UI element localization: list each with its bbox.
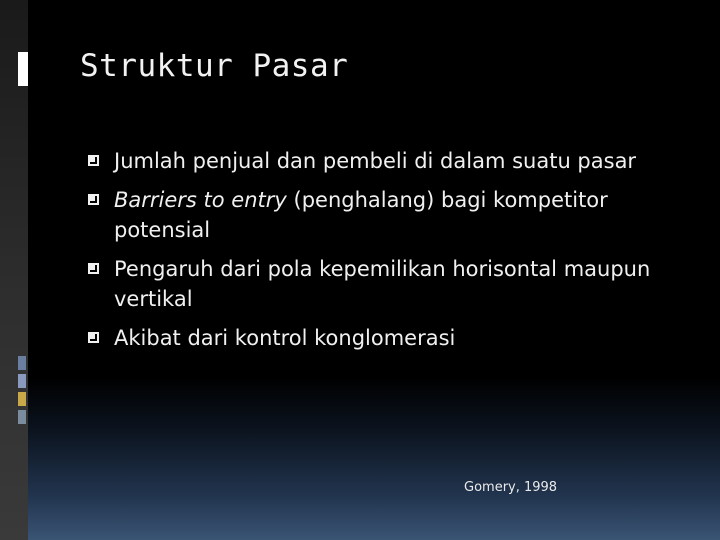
bullet-text: (penghalang) bagi kompetitor potensial — [114, 188, 608, 242]
square-check-bullet-icon — [88, 332, 99, 343]
bullet-text: Akibat dari kontrol konglomerasi — [114, 326, 456, 350]
square-check-bullet-icon — [88, 155, 99, 166]
bullet-item — [86, 254, 686, 314]
accent-stripe — [18, 392, 26, 406]
bullet-item — [86, 185, 686, 245]
accent-stripe — [18, 356, 26, 370]
bullet-italic-text: Barriers to entry — [114, 188, 287, 212]
bullet-list — [86, 146, 686, 362]
square-check-bullet-icon — [88, 194, 99, 205]
title-marker — [18, 52, 28, 86]
accent-stripe — [18, 410, 26, 424]
bullet-text: Pengaruh dari pola kepemilikan horisontal maupun vertikal — [114, 257, 651, 311]
bullet-text: Jumlah penjual dan pembeli di dalam suatu pasar — [114, 149, 637, 173]
slide-title: Struktur Pasar — [80, 48, 349, 84]
square-check-bullet-icon — [88, 263, 99, 274]
citation: Gomery, 1998 — [464, 480, 558, 495]
bullet-item — [86, 146, 686, 176]
accent-stripe — [18, 374, 26, 388]
bullet-item — [86, 323, 686, 353]
